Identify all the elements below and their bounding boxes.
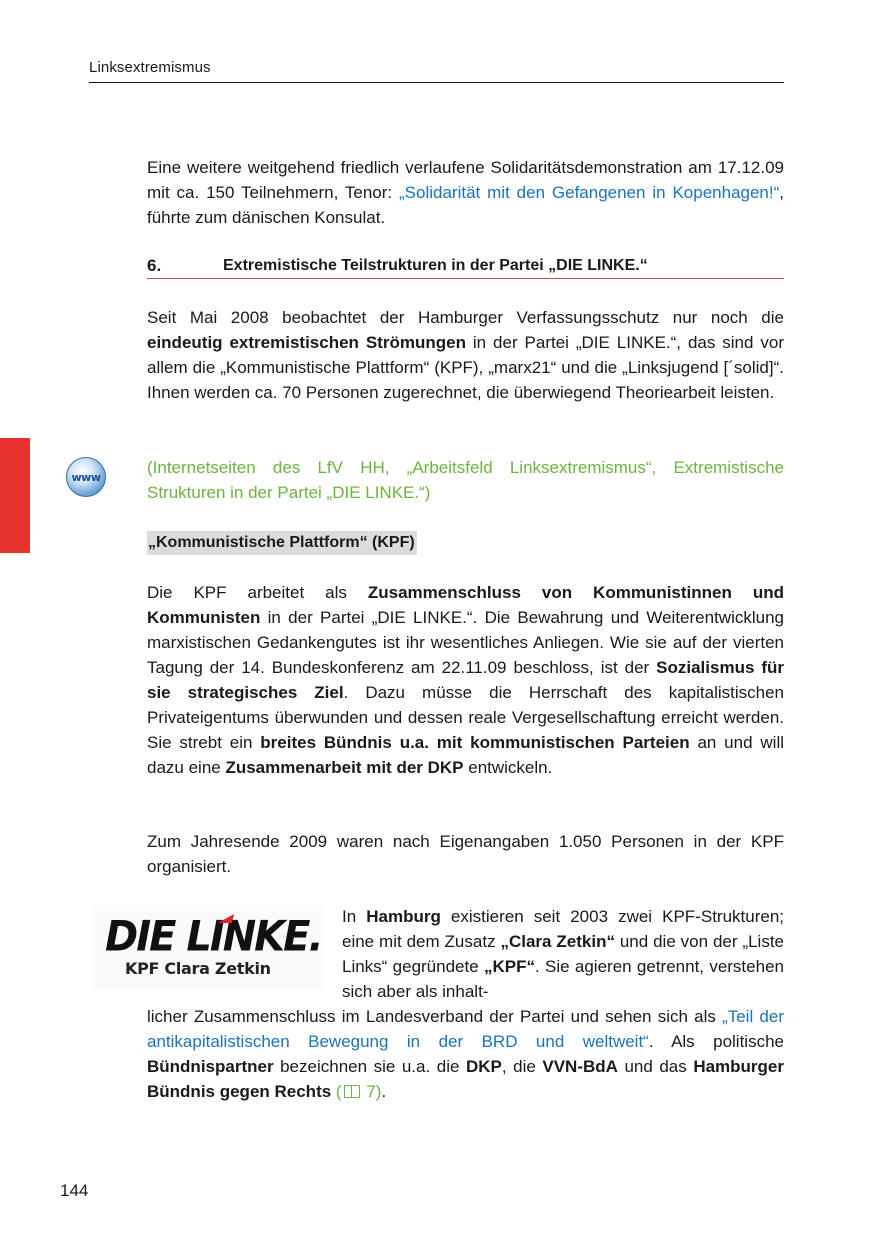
paragraph-hamburg [342, 904, 784, 1004]
bold-text: Hamburger Bündnis gegen Rechts [147, 1057, 784, 1101]
section-number: 6. [147, 256, 162, 275]
bold-text: Hamburg [366, 907, 441, 926]
bold-text: Zusammenarbeit mit der DKP [225, 758, 464, 777]
quote-slogan: „Solidarität mit den Gefangenen in Kopenhagen!“ [399, 183, 780, 202]
text: und die von der „Liste Links“ gegründete [342, 932, 785, 976]
running-header: Linksextremismus [89, 58, 784, 83]
paragraph-hamburg-continued [147, 1004, 784, 1104]
text: ( [335, 1082, 342, 1101]
paragraph-membership: Zum Jahresende 2009 waren nach Eigenangaben 1.050 Personen in der KPF organisiert. [147, 832, 784, 876]
text: licher Zusammenschluss im Landesverband der Partei und sehen sich als [147, 1007, 723, 1026]
bold-text: breites Bündnis u.a. mit kommunistischen Parteien [260, 733, 690, 752]
bold-text: Bündnispartner [147, 1057, 274, 1076]
internet-reference: (Internetseiten des LfV HH, „Arbeitsfeld Linksextremismus“, Extremistische Strukturen in der Partei „DIE LINKE.“) [147, 458, 784, 502]
bold-text: VVN-BdA [542, 1057, 618, 1076]
logo-main-text: DIE LINKE. [105, 912, 322, 962]
text: in der Partei „DIE LINKE.“, das sind vor allem die „Kommunistische Plattform“ (KPF), „marx21“ und die „Linksjugend [´solid]“. Ihnen werden ca. 70 Personen zugerechnet, die überwiegend Theoriearbeit leisten. [147, 333, 785, 402]
text: bezeichnen sie u.a. die [273, 1057, 466, 1076]
text: . Als politische [648, 1032, 784, 1051]
page-number: 144 [60, 1181, 89, 1200]
text: , führte zum dänischen Konsulat. [147, 183, 785, 227]
text: . Dazu müsse die Herrschaft des kapitalistischen Privateigentums überwunden und dessen reale Vergesellschaftung erreicht werden. Sie strebt ein [147, 683, 784, 752]
section-heading [147, 256, 784, 279]
text: entwickeln. [463, 758, 553, 777]
bold-text: „KPF“ [483, 957, 535, 976]
bold-text: Sozialismus für sie strategisches Ziel [147, 658, 785, 702]
logo-flag-icon [218, 914, 234, 923]
paragraph-demonstration [147, 155, 784, 230]
text: . [381, 1082, 387, 1101]
quote-self-description: „Teil der antikapitalistischen Bewegung in der BRD und weltweit“ [147, 1007, 784, 1051]
chapter-side-tab [0, 438, 30, 553]
text: Seit Mai 2008 beobachtet der Hamburger Verfassungsschutz nur noch die [147, 308, 784, 327]
text: . Sie agieren getrennt, verstehen sich aber als inhalt- [342, 957, 784, 1001]
book-icon [344, 1085, 360, 1098]
bold-text: „Clara Zetkin“ [500, 932, 615, 951]
text: und das [617, 1057, 694, 1076]
text: Die KPF arbeitet als [147, 583, 368, 602]
www-globe-icon: www [66, 457, 106, 497]
text: an und will dazu eine [147, 733, 784, 777]
bold-text: eindeutig extremistischen Strömungen [147, 333, 466, 352]
paragraph-observation [147, 305, 784, 405]
subheading-kpf: „Kommunistische Plattform“ (KPF) [147, 531, 417, 555]
section-title: Extremistische Teilstrukturen in der Partei „DIE LINKE.“ [223, 257, 648, 274]
text: Eine weitere weitgehend friedlich verlaufene Solidaritätsdemonstration am 17.12.09 mit ca. 150 Teilnehmern, Tenor: [147, 158, 784, 202]
die-linke-kpf-logo [93, 905, 323, 990]
text: In [342, 907, 367, 926]
reference-number: 7) [361, 1082, 382, 1101]
bold-text: Zusammenschluss von Kommunistinnen und Kommunisten [147, 583, 784, 627]
paragraph-kpf-description [147, 580, 784, 780]
text: existieren seit 2003 zwei KPF-Strukturen; eine mit dem Zusatz [342, 907, 784, 951]
bold-text: DKP [465, 1057, 502, 1076]
text: , die [501, 1057, 543, 1076]
cross-reference-link[interactable] [336, 1082, 382, 1101]
logo-subtitle: KPF Clara Zetkin [125, 959, 271, 978]
text: in der Partei „DIE LINKE.“. Die Bewahrung und Weiterentwicklung marxistischen Gedankengutes ist ihr wesentliches Anliegen. Wie sie auf der vierten Tagung der 14. Bundeskonferenz am 22.11.09 beschloss, ist der [147, 608, 784, 677]
